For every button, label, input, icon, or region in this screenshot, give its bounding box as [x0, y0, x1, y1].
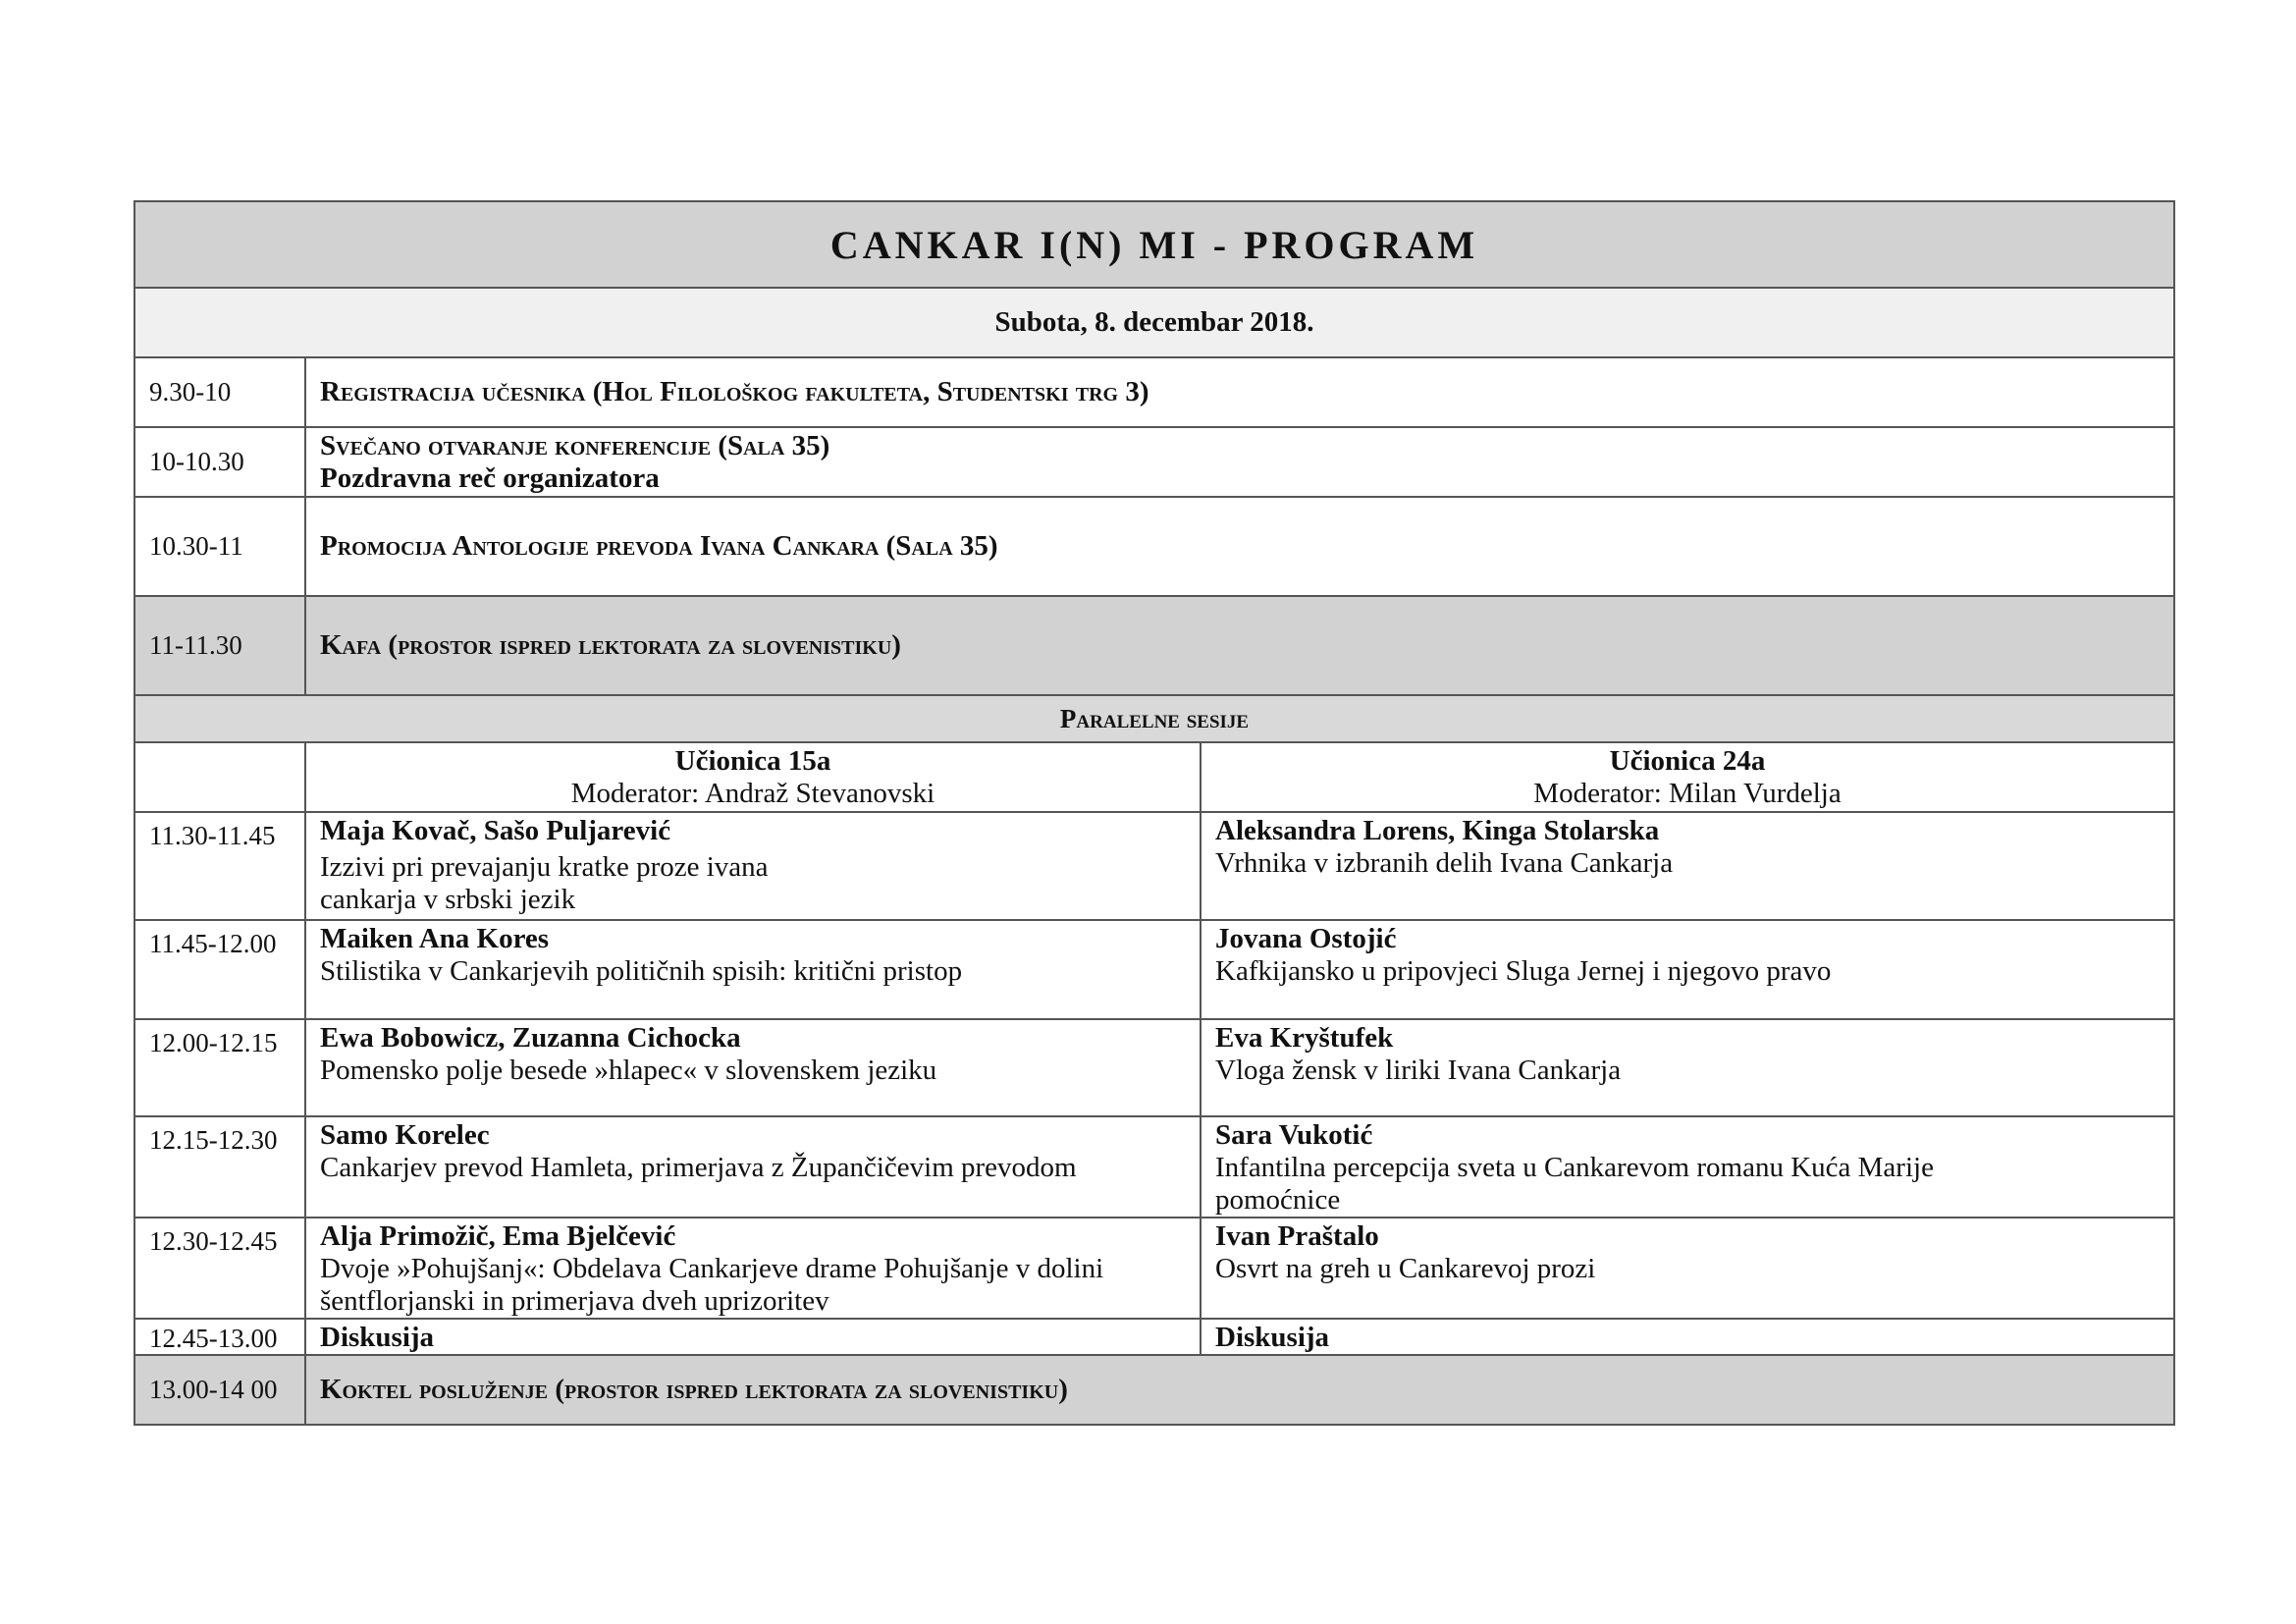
- slot-row: [134, 1116, 2174, 1218]
- event-cell: [305, 357, 2174, 427]
- talk-title: Pomensko polje besede »hlapec« v slovenskem jeziku: [320, 1055, 937, 1086]
- talk-title: Kafkijansko u pripovjeci Sluga Jernej i njegovo pravo: [1215, 955, 1832, 987]
- date-label: Subota, 8. decembar 2018.: [134, 288, 2174, 357]
- schedule-row: [134, 357, 2174, 427]
- slot-row: [134, 1019, 2174, 1116]
- time-cell: 11.30-11.45: [134, 812, 305, 920]
- schedule-row: [134, 497, 2174, 596]
- time-cell: 12.15-12.30: [134, 1116, 305, 1218]
- talk-authors: Maiken Ana Kores: [320, 923, 550, 954]
- talk-authors: Jovana Ostojić: [1215, 923, 1397, 954]
- empty-cell: [134, 742, 305, 812]
- time-cell: 12.30-12.45: [134, 1218, 305, 1319]
- talk-cell: [1201, 1116, 2174, 1218]
- talk-authors: Ivan Praštalo: [1215, 1220, 1379, 1252]
- schedule-row-break: [134, 596, 2174, 695]
- slot-row: [134, 920, 2174, 1019]
- talk-cell: [305, 812, 1201, 920]
- event-label: Registracija učesnika (Hol Filološkog fakulteta, Studentski trg 3): [320, 376, 1149, 407]
- time-cell: 13.00-14 00: [134, 1355, 305, 1425]
- event-label: Koktel posluženje (prostor ispred lektorata za slovenistiku): [320, 1374, 1068, 1405]
- time-cell: 10-10.30: [134, 427, 305, 497]
- page-title: CANKAR I(N) MI - PROGRAM: [829, 222, 1479, 267]
- section-row: [134, 695, 2174, 742]
- talk-cell: [305, 1019, 1201, 1116]
- talk-cell: [305, 1218, 1201, 1319]
- talk-title: Vloga žensk v liriki Ivana Cankarja: [1215, 1055, 1622, 1086]
- talk-authors: Alja Primožič, Ema Bjelčević: [320, 1220, 676, 1252]
- time-cell: 11-11.30: [134, 596, 305, 695]
- talk-cell: [305, 1116, 1201, 1218]
- talk-authors: Aleksandra Lorens, Kinga Stolarska: [1215, 815, 1660, 846]
- time-cell: 12.45-13.00: [134, 1319, 305, 1355]
- room-name: Učionica 24a: [1609, 744, 1766, 777]
- event-cell: [305, 1355, 2174, 1425]
- talk-title: šentflorjanski in primerjava dveh uprizoritev: [320, 1285, 829, 1317]
- talk-authors: Ewa Bobowicz, Zuzanna Cichocka: [320, 1022, 741, 1054]
- event-label: Svečano otvaranje konferencije (Sala 35): [320, 429, 830, 461]
- time-cell: 12.00-12.15: [134, 1019, 305, 1116]
- talk-title: Vrhnika v izbranih delih Ivana Cankarja: [1215, 847, 1674, 879]
- room-name: Učionica 15a: [674, 744, 831, 777]
- room-moderator: Moderator: Milan Vurdelja: [1533, 777, 1842, 809]
- event-sublabel: Pozdravna reč organizatora: [320, 461, 660, 494]
- program-table: [133, 200, 2175, 1426]
- time-cell: 11.45-12.00: [134, 920, 305, 1019]
- room-cell-a: [305, 742, 1201, 812]
- time-cell: 9.30-10: [134, 357, 305, 427]
- talk-cell: [1201, 1218, 2174, 1319]
- closing-row: [134, 1355, 2174, 1425]
- talk-title: cankarja v srbski jezik: [320, 884, 576, 915]
- title-cell: [134, 201, 2174, 288]
- talk-authors: Diskusija: [1215, 1322, 1330, 1353]
- talk-cell: [1201, 920, 2174, 1019]
- slot-row: [134, 1319, 2174, 1355]
- talk-authors: Samo Korelec: [320, 1119, 490, 1151]
- rooms-row: [134, 742, 2174, 812]
- date-row: [134, 288, 2174, 357]
- talk-title: Izzivi pri prevajanju kratke proze ivana: [320, 851, 769, 883]
- talk-cell: [1201, 812, 2174, 920]
- talk-authors: Maja Kovač, Sašo Puljarević: [320, 815, 671, 846]
- talk-title: Infantilna percepcija sveta u Cankarevom romanu Kuća Marije: [1215, 1152, 1934, 1183]
- talk-authors: Eva Kryštufek: [1215, 1022, 1394, 1054]
- room-cell-b: [1201, 742, 2174, 812]
- event-cell: [305, 497, 2174, 596]
- talk-cell: [1201, 1019, 2174, 1116]
- title-row: [134, 201, 2174, 288]
- talk-title: pomoćnice: [1215, 1184, 1341, 1216]
- talk-authors: Diskusija: [320, 1322, 435, 1353]
- talk-cell: [305, 1319, 1201, 1355]
- event-label: Kafa (prostor ispred lektorata za slovenistiku): [320, 629, 901, 661]
- slot-row: [134, 812, 2174, 920]
- talk-authors: Sara Vukotić: [1215, 1119, 1373, 1151]
- talk-title: Osvrt na greh u Cankarevoj prozi: [1215, 1253, 1596, 1284]
- talk-title: Stilistika v Cankarjevih političnih spisih: kritični pristop: [320, 955, 963, 987]
- room-moderator: Moderator: Andraž Stevanovski: [570, 777, 935, 809]
- section-heading: Paralelne sesije: [134, 695, 2174, 742]
- slot-row: [134, 1218, 2174, 1319]
- event-cell: [305, 427, 2174, 497]
- talk-cell: [305, 920, 1201, 1019]
- schedule-row: [134, 427, 2174, 497]
- talk-title: Cankarjev prevod Hamleta, primerjava z Župančičevim prevodom: [320, 1152, 1077, 1183]
- event-cell: [305, 596, 2174, 695]
- talk-cell: [1201, 1319, 2174, 1355]
- event-label: Promocija Antologije prevoda Ivana Cankara (Sala 35): [320, 530, 998, 562]
- talk-title: Dvoje »Pohujšanj«: Obdelava Cankarjeve drame Pohujšanje v dolini: [320, 1253, 1104, 1284]
- time-cell: 10.30-11: [134, 497, 305, 596]
